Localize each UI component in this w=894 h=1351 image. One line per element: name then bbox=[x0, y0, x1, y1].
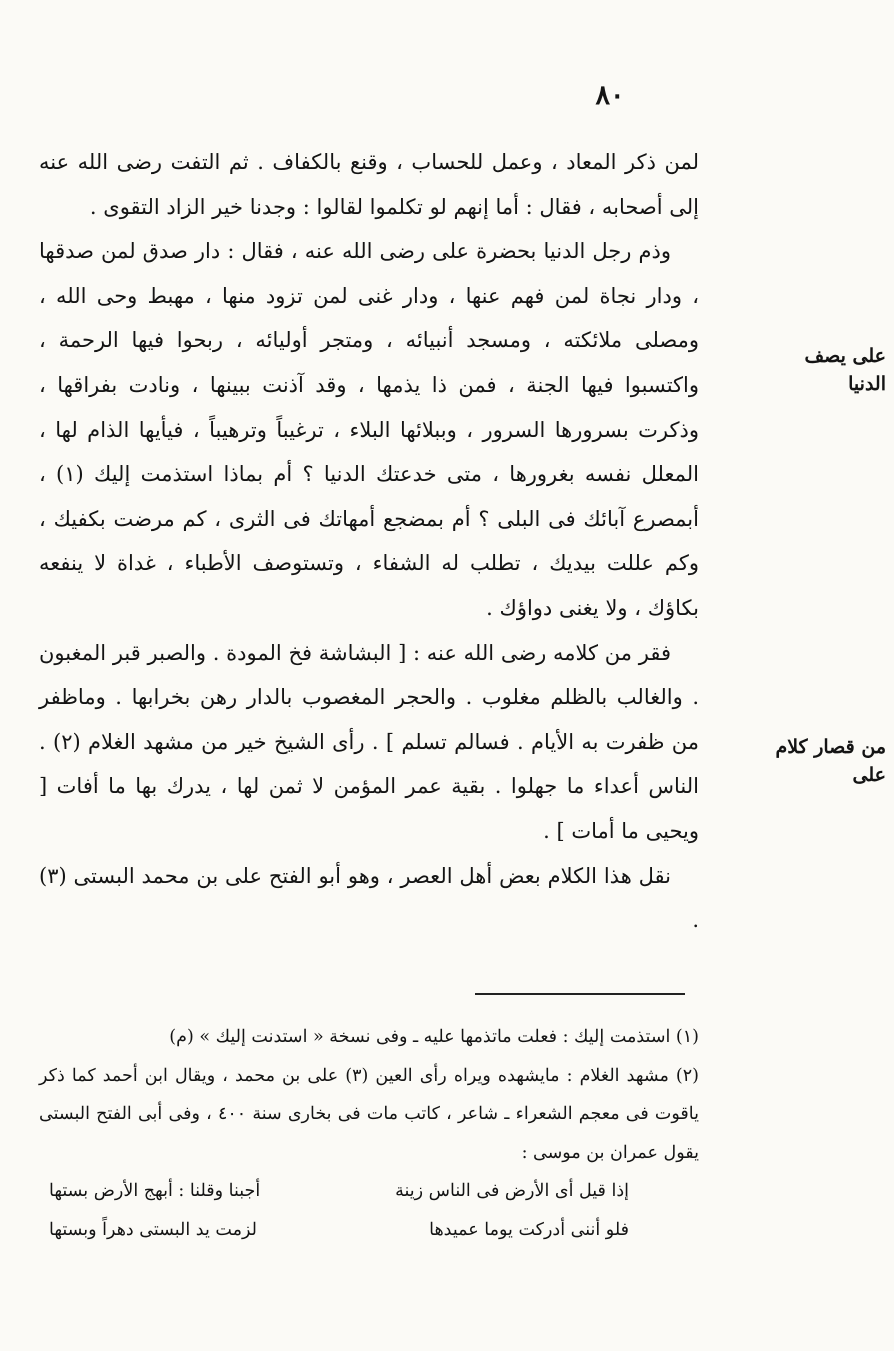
verse-1-first-hemistich: إذا قيل أى الأرض فى الناس زينة bbox=[395, 1181, 629, 1201]
margin-note-short-sayings: من قصار كلام على bbox=[775, 736, 886, 786]
verse-line-2 bbox=[39, 1211, 699, 1250]
footnotes bbox=[39, 1018, 699, 1249]
paragraph-2: وذم رجل الدنيا بحضرة على رضى الله عنه ، فقال : دار صدق لمن صدقها ، ودار نجاة لمن فهم عنها ، ودار غنى لمن تزود منها ، مهبط وحى الله ، ومصلى ملائكته ، ومسجد أنبيائه ، ومتجر أوليائه ، ربحوا فيها الرحمة ، واكتسبوا فيها الجنة ، فمن ذا يذمها ، وقد آذنت ببينها ، ونادت بفراقها ، وذكرت بسرورها السرور ، وببلائها البلاء ، ترغيباً وترهيباً ، فيأيها الذام لها ، المعلل نفسه بغرورها ، متى خدعتك الدنيا ؟ أم بماذا استذمت إليك (١) ، أبمصرع آبائك فى البلى ؟ أم بمضجع أمهاتك فى الثرى ، كم مرضت بكفيك ، وكم عللت بيديك ، تطلب له الشفاء ، وتستوصف الأطباء ، غداة لا ينفعه بكاؤك ، ولا يغنى دواؤك . bbox=[39, 239, 700, 620]
main-text bbox=[39, 140, 699, 943]
margin-note-world: على يصف الدنيا bbox=[804, 345, 886, 395]
verse-1-second-hemistich: أجبنا وقلنا : أبهج الأرض بستها bbox=[49, 1181, 261, 1201]
paragraph-3: فقر من كلامه رضى الله عنه : [ البشاشة فخ المودة . والصبر قبر المغبون . والغالب بالظلم مغلوب . والحجر المغصوب بالدار رهن بخرابها . وماظفر من ظفرت به الأيام . فسالم تسلم ] . رأى الشيخ خير من مشهد الغلام (٢) . الناس أعداء ما جهلوا . بقية عمر المؤمن لا ثمن لها ، يدرك بها ما أفات [ ويحيى ما أمات ] . bbox=[39, 640, 700, 843]
footnote-2: (٢) مشهد الغلام : مايشهده ويراه رأى العين (٣) على بن محمد ، ويقال ابن أحمد كما ذكر ياقوت فى معجم الشعراء ـ شاعر ، كاتب مات فى بخارى سنة ٤٠٠ ، وفى أبى الفتح البستى يقول عمران بن موسى : bbox=[39, 1065, 699, 1163]
verse-2-second-hemistich: لزمت يد البستى دهراً وبستها bbox=[49, 1219, 257, 1240]
paragraph-4: نقل هذا الكلام بعض أهل العصر ، وهو أبو الفتح على بن محمد البستى (٣) . bbox=[39, 863, 699, 933]
verse-2-first-hemistich: فلو أننى أدركت يوما عميدها bbox=[429, 1219, 629, 1240]
page-number: ٨٠ bbox=[595, 80, 625, 111]
footnote-1: (١) استذمت إليك : فعلت ماتذمها عليه ـ وفى نسخة « استدنت إليك » (م) bbox=[169, 1027, 699, 1047]
paragraph-1: لمن ذكر المعاد ، وعمل للحساب ، وقنع بالكفاف . ثم التفت رضى الله عنه إلى أصحابه ، فقال : أما إنهم لو تكلموا لقالوا : وجدنا خير الزاد التقوى . bbox=[39, 150, 699, 219]
footnote-divider bbox=[475, 993, 685, 995]
verse-line-1 bbox=[39, 1172, 699, 1211]
